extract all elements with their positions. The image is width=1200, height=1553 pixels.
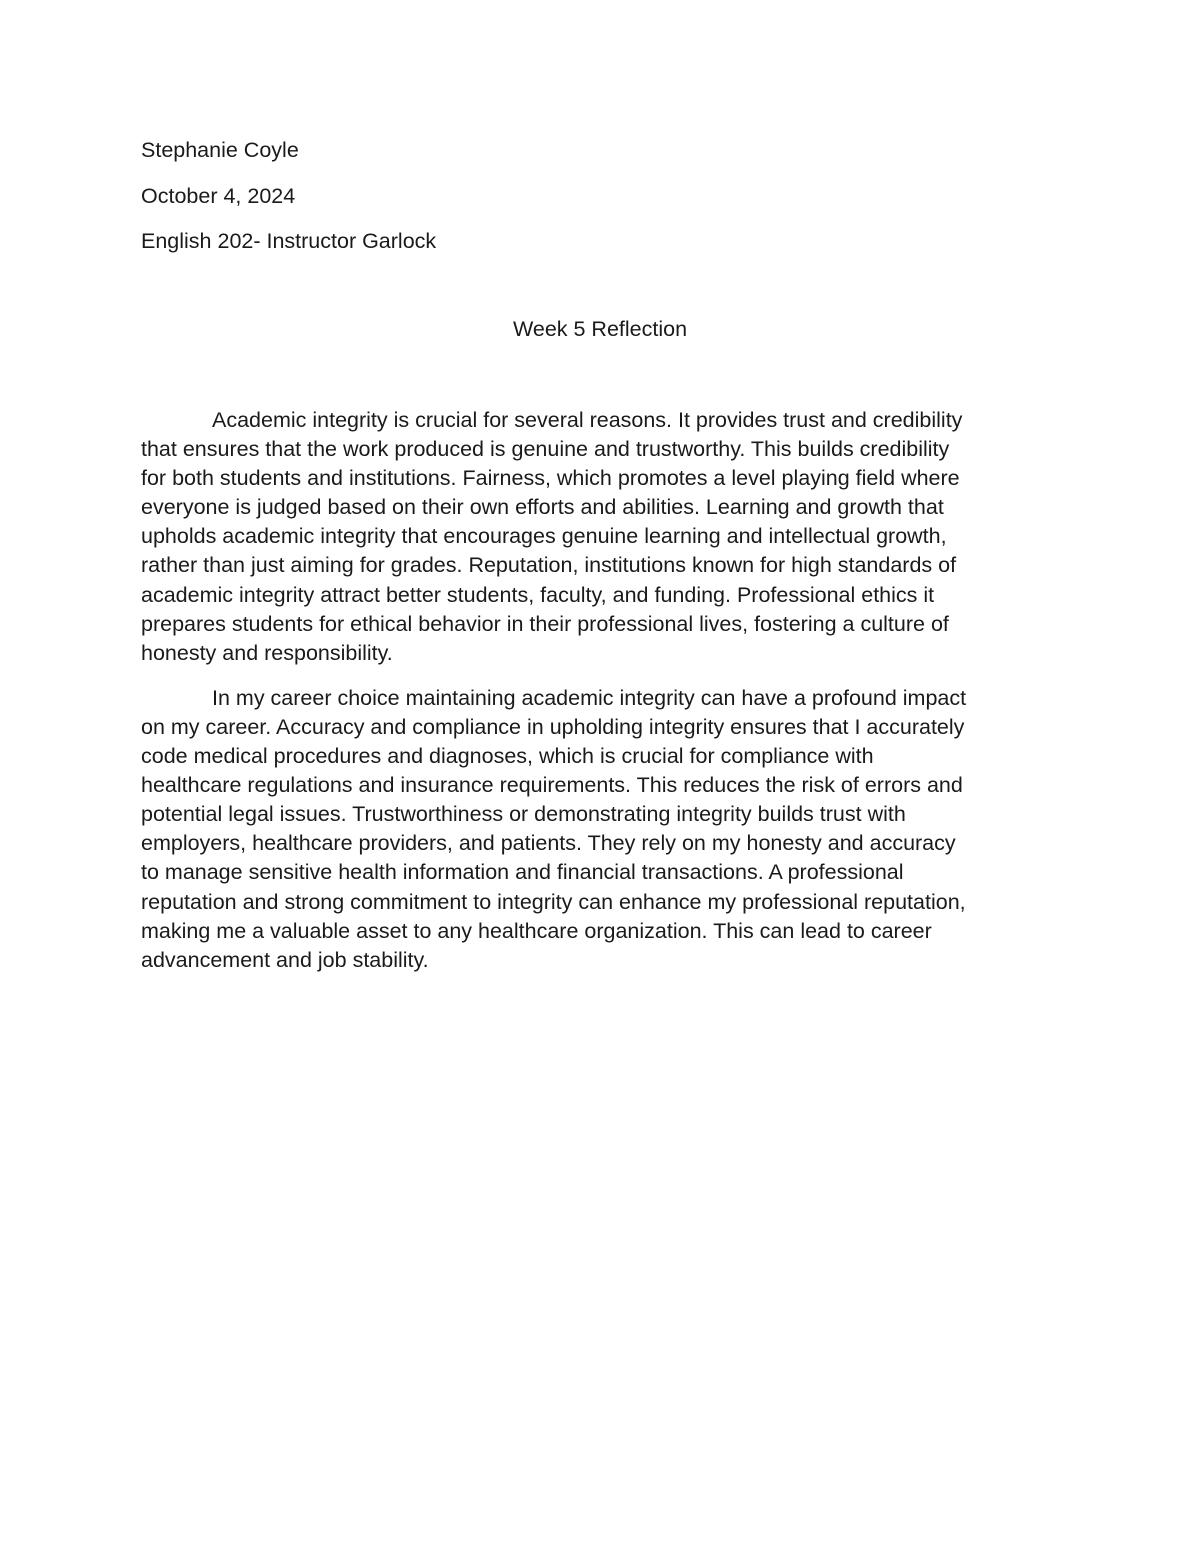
paragraph-line: for both students and institutions. Fairness, which promotes a level playing field where bbox=[141, 466, 960, 491]
author-name: Stephanie Coyle bbox=[141, 138, 299, 162]
paragraph-line: rather than just aiming for grades. Reputation, institutions known for high standards of bbox=[141, 553, 957, 578]
paragraph-line: advancement and job stability. bbox=[141, 947, 429, 972]
paragraph-2 bbox=[141, 684, 1049, 975]
paragraph-line: prepares students for ethical behavior in their professional lives, fostering a culture of bbox=[141, 611, 949, 636]
document-body bbox=[141, 406, 1049, 975]
paragraph-line: honesty and responsibility. bbox=[141, 640, 393, 665]
paragraph-line: reputation and strong commitment to integrity can enhance my professional reputation, bbox=[141, 889, 966, 914]
paragraph-line: healthcare regulations and insurance requirements. This reduces the risk of errors and bbox=[141, 773, 963, 798]
paragraph-line: on my career. Accuracy and compliance in upholding integrity ensures that I accurately bbox=[141, 714, 965, 739]
paragraph-line: that ensures that the work produced is genuine and trustworthy. This builds credibility bbox=[141, 437, 950, 462]
course-info: English 202- Instructor Garlock bbox=[141, 229, 437, 253]
paragraph-line: to manage sensitive health information and financial transactions. A professional bbox=[141, 860, 904, 885]
paragraph-line: everyone is judged based on their own efforts and abilities. Learning and growth that bbox=[141, 495, 944, 520]
paragraph-line: Academic integrity is crucial for several reasons. It provides trust and credibility bbox=[212, 408, 963, 432]
paragraph-line: upholds academic integrity that encourages genuine learning and intellectual growth, bbox=[141, 524, 947, 549]
paragraph-line: In my career choice maintaining academic integrity can have a profound impact bbox=[212, 685, 967, 710]
paragraph-line: potential legal issues. Trustworthiness or demonstrating integrity builds trust with bbox=[141, 802, 906, 827]
paragraph-line: making me a valuable asset to any healthcare organization. This can lead to career bbox=[141, 918, 932, 943]
paragraph-line: employers, healthcare providers, and patients. They rely on my honesty and accuracy bbox=[141, 831, 956, 856]
paragraph-line: code medical procedures and diagnoses, which is crucial for compliance with bbox=[141, 744, 874, 769]
paragraph-line: academic integrity attract better students, faculty, and funding. Professional ethics it bbox=[141, 582, 935, 607]
paragraph-1 bbox=[141, 406, 1049, 668]
document-title: Week 5 Reflection bbox=[512, 317, 688, 341]
document-content bbox=[141, 138, 1049, 991]
document-date: October 4, 2024 bbox=[141, 183, 296, 208]
